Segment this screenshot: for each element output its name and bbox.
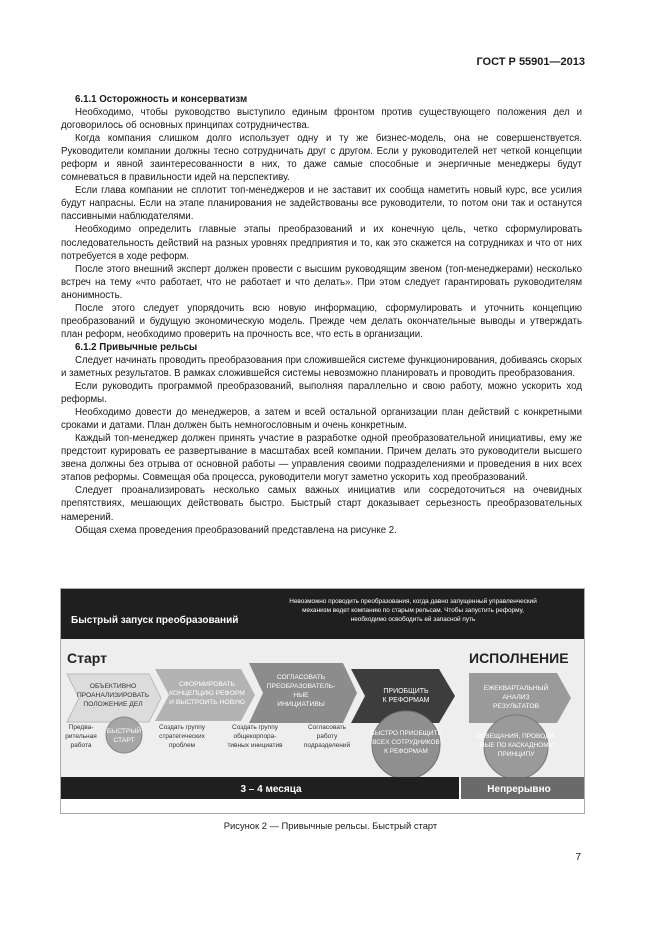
sub-step-text: проблем [168, 742, 196, 749]
step-review-text: АНАЛИЗ [502, 694, 530, 701]
step-review-text: РЕЗУЛЬТАТОВ [492, 703, 540, 710]
quick-start-text: БЫСТРЫЙ [106, 728, 142, 735]
paragraph: Необходимо, чтобы руководство выступило единым фронтом против существующего положения дел и договорилось об основных принципах сотрудничества. [61, 107, 582, 132]
step-agree-text: НЫЕ [293, 692, 309, 699]
step-engage-text: К РЕФОРМАМ [382, 697, 430, 704]
quick-start-text: СТАРТ [113, 737, 135, 744]
section-title-611: 6.1.1 Осторожность и консерватизм [75, 94, 248, 105]
paragraph: Следует проанализировать несколько самых важных инициатив или сосредоточиться на очевидных препятствиях, мешающих действовать быстро. Быстрый старт доказывает серьезность преобразовательных намерений. [61, 485, 582, 523]
paragraph: Следует начинать проводить преобразования при сложившейся системе функционирования, добиваясь скорых и заметных результатов. В рамках сложившейся системы невозможно планировать и проводить преобразования. [61, 354, 582, 379]
page-number: 7 [575, 852, 581, 863]
paragraph: После этого следует упорядочить всю новую информацию, сформулировать и уточнить концепцию преобразований и будущую экономическую модель. Прежде чем делать окончательные выводы и утверждать план реформ, необходимо проверить на прочность все, что есть в организации. [61, 302, 582, 340]
paragraph: Когда компания слишком долго использует одну и ту же бизнес-модель, она не совершенствуется. Руководители компании должны тесно сотрудничать друг с другом. Если у руководителей нет четкой концепции реформ и явной заинтересованности в них, то даже самые способные и энергичные менеджеры будут сомневаться в правильности идей на перспективу. [61, 133, 582, 184]
banner [61, 589, 584, 639]
sub-step-text: Предва- [68, 724, 94, 731]
banner-title: Быстрый запуск преобразований [71, 615, 239, 626]
paragraph: Если глава компании не сплотит топ-менеджеров и не заставит их сообща наметить новый курс, все усилия будут напрасны. Если на этапе планирования не задействованы все руководители, то потом они так и останутся пассивными наблюдателями. [61, 185, 582, 223]
execution-label: ИСПОЛНЕНИЕ [469, 650, 569, 666]
cascade-meetings-text: СОВЕЩАНИЯ, ПРОВОДИ- [475, 733, 557, 740]
banner-note-line: Невозможно проводить преобразования, когда давно запущенный управленческий [289, 598, 537, 605]
step-concept-text: СФОРМИРОВАТЬ [178, 681, 236, 688]
paragraph: Общая схема проведения преобразований представлена на рисунке 2. [75, 524, 397, 536]
step-analyze-text: ПОЛОЖЕНИЕ ДЕЛ [83, 701, 143, 708]
banner-note-line: механизм ведет компанию по старым рельсам. Чтобы запустить реформу, [302, 607, 524, 614]
step-analyze-text: ПРОАНАЛИЗИРОВАТЬ [76, 692, 150, 699]
step-agree-text: СОГЛАСОВАТЬ [276, 674, 326, 681]
step-review-text: ЕЖЕКВАРТАЛЬНЫЙ [483, 685, 549, 692]
paragraph: Каждый топ-менеджер должен принять участие в разработке одной преобразовательной инициативы, ему же предстоит курировать ее развертывание в масштабах всей компании. Причем делать это руководители высшего звена должны без отрыва от основной работы — управления своими подразделениями и проведения в них всех этапов реформы. Совмещая оба процесса, руководители могут заметно ускорить ход преобразований. [61, 433, 582, 484]
document-code: ГОСТ Р 55901—2013 [476, 56, 585, 68]
paragraph: Необходимо определить главные этапы преобразований и их конечную цель, четко сформулировать последовательность действий на разных уровнях предприятия и то, как это скажется на сотрудниках и что от них потребуется в ходе реформ. [61, 224, 582, 262]
body-text [61, 93, 582, 537]
sub-step-text: Создать группу [232, 724, 278, 731]
step-engage-text: ПРИОБЩИТЬ [383, 688, 429, 695]
continuous-text: Непрерывно [487, 784, 551, 795]
banner-note-line: необходимо освободить ей запасной путь [350, 616, 476, 623]
step-analyze-text: ОБЪЕКТИВНО [89, 683, 137, 690]
sub-step-text: Создать группу [159, 724, 205, 731]
sub-step-text: работу [316, 733, 338, 740]
cascade-meetings-text: МЫЕ ПО КАСКАДНОМУ [479, 742, 553, 749]
start-label: Старт [67, 650, 107, 666]
engage-all-text: К РЕФОРМАМ [384, 748, 428, 755]
figure-caption: Рисунок 2 — Привычные рельсы. Быстрый старт [223, 820, 438, 831]
engage-all-text: ВСЕХ СОТРУДНИКОВ [372, 739, 440, 746]
sub-step-text: стратегических [159, 733, 205, 740]
figure-2 [60, 588, 585, 814]
step-agree-text: ПРЕОБРАЗОВАТЕЛЬ- [266, 683, 336, 690]
duration-text: 3 – 4 месяца [240, 784, 302, 795]
sub-step-text: Согласовать [307, 724, 347, 731]
section-title-612: 6.1.2 Привычные рельсы [75, 341, 198, 353]
step-agree-text: ИНИЦИАТИВЫ [277, 701, 325, 708]
step-concept-text: И ВЫСТРОИТЬ НОВУЮ [169, 699, 245, 706]
sub-step-text: тивных инициатив [227, 742, 283, 749]
engage-all-text: БЫСТРО ПРИОБЩИТЬ [370, 730, 442, 737]
sub-step-text: подразделений [303, 742, 351, 749]
cascade-meetings-text: ПРИНЦИПУ [497, 751, 535, 758]
sub-step-text: работа [70, 742, 92, 749]
sub-step-text: общекорпора- [233, 733, 277, 740]
paragraph: После этого внешний эксперт должен провести с высшим руководящим звеном (топ-менеджерами) несколько встреч на тему «что работает, что не работает и что делать». При этом следует гарантировать руководителям анонимность. [61, 263, 582, 301]
paragraph: Необходимо довести до менеджеров, а затем и всей остальной организации план действий с конкретными сроками и датами. План должен быть немногословным и очень конкретным. [61, 407, 582, 432]
quick-start-circle [106, 717, 142, 753]
paragraph: Если руководить программой преобразований, выполняя параллельно и свою работу, можно ускорить ход реформы. [61, 381, 582, 406]
sub-step-text: рительная [65, 733, 97, 740]
step-concept-text: КОНЦЕПЦИЮ РЕФОРМ [169, 690, 245, 697]
